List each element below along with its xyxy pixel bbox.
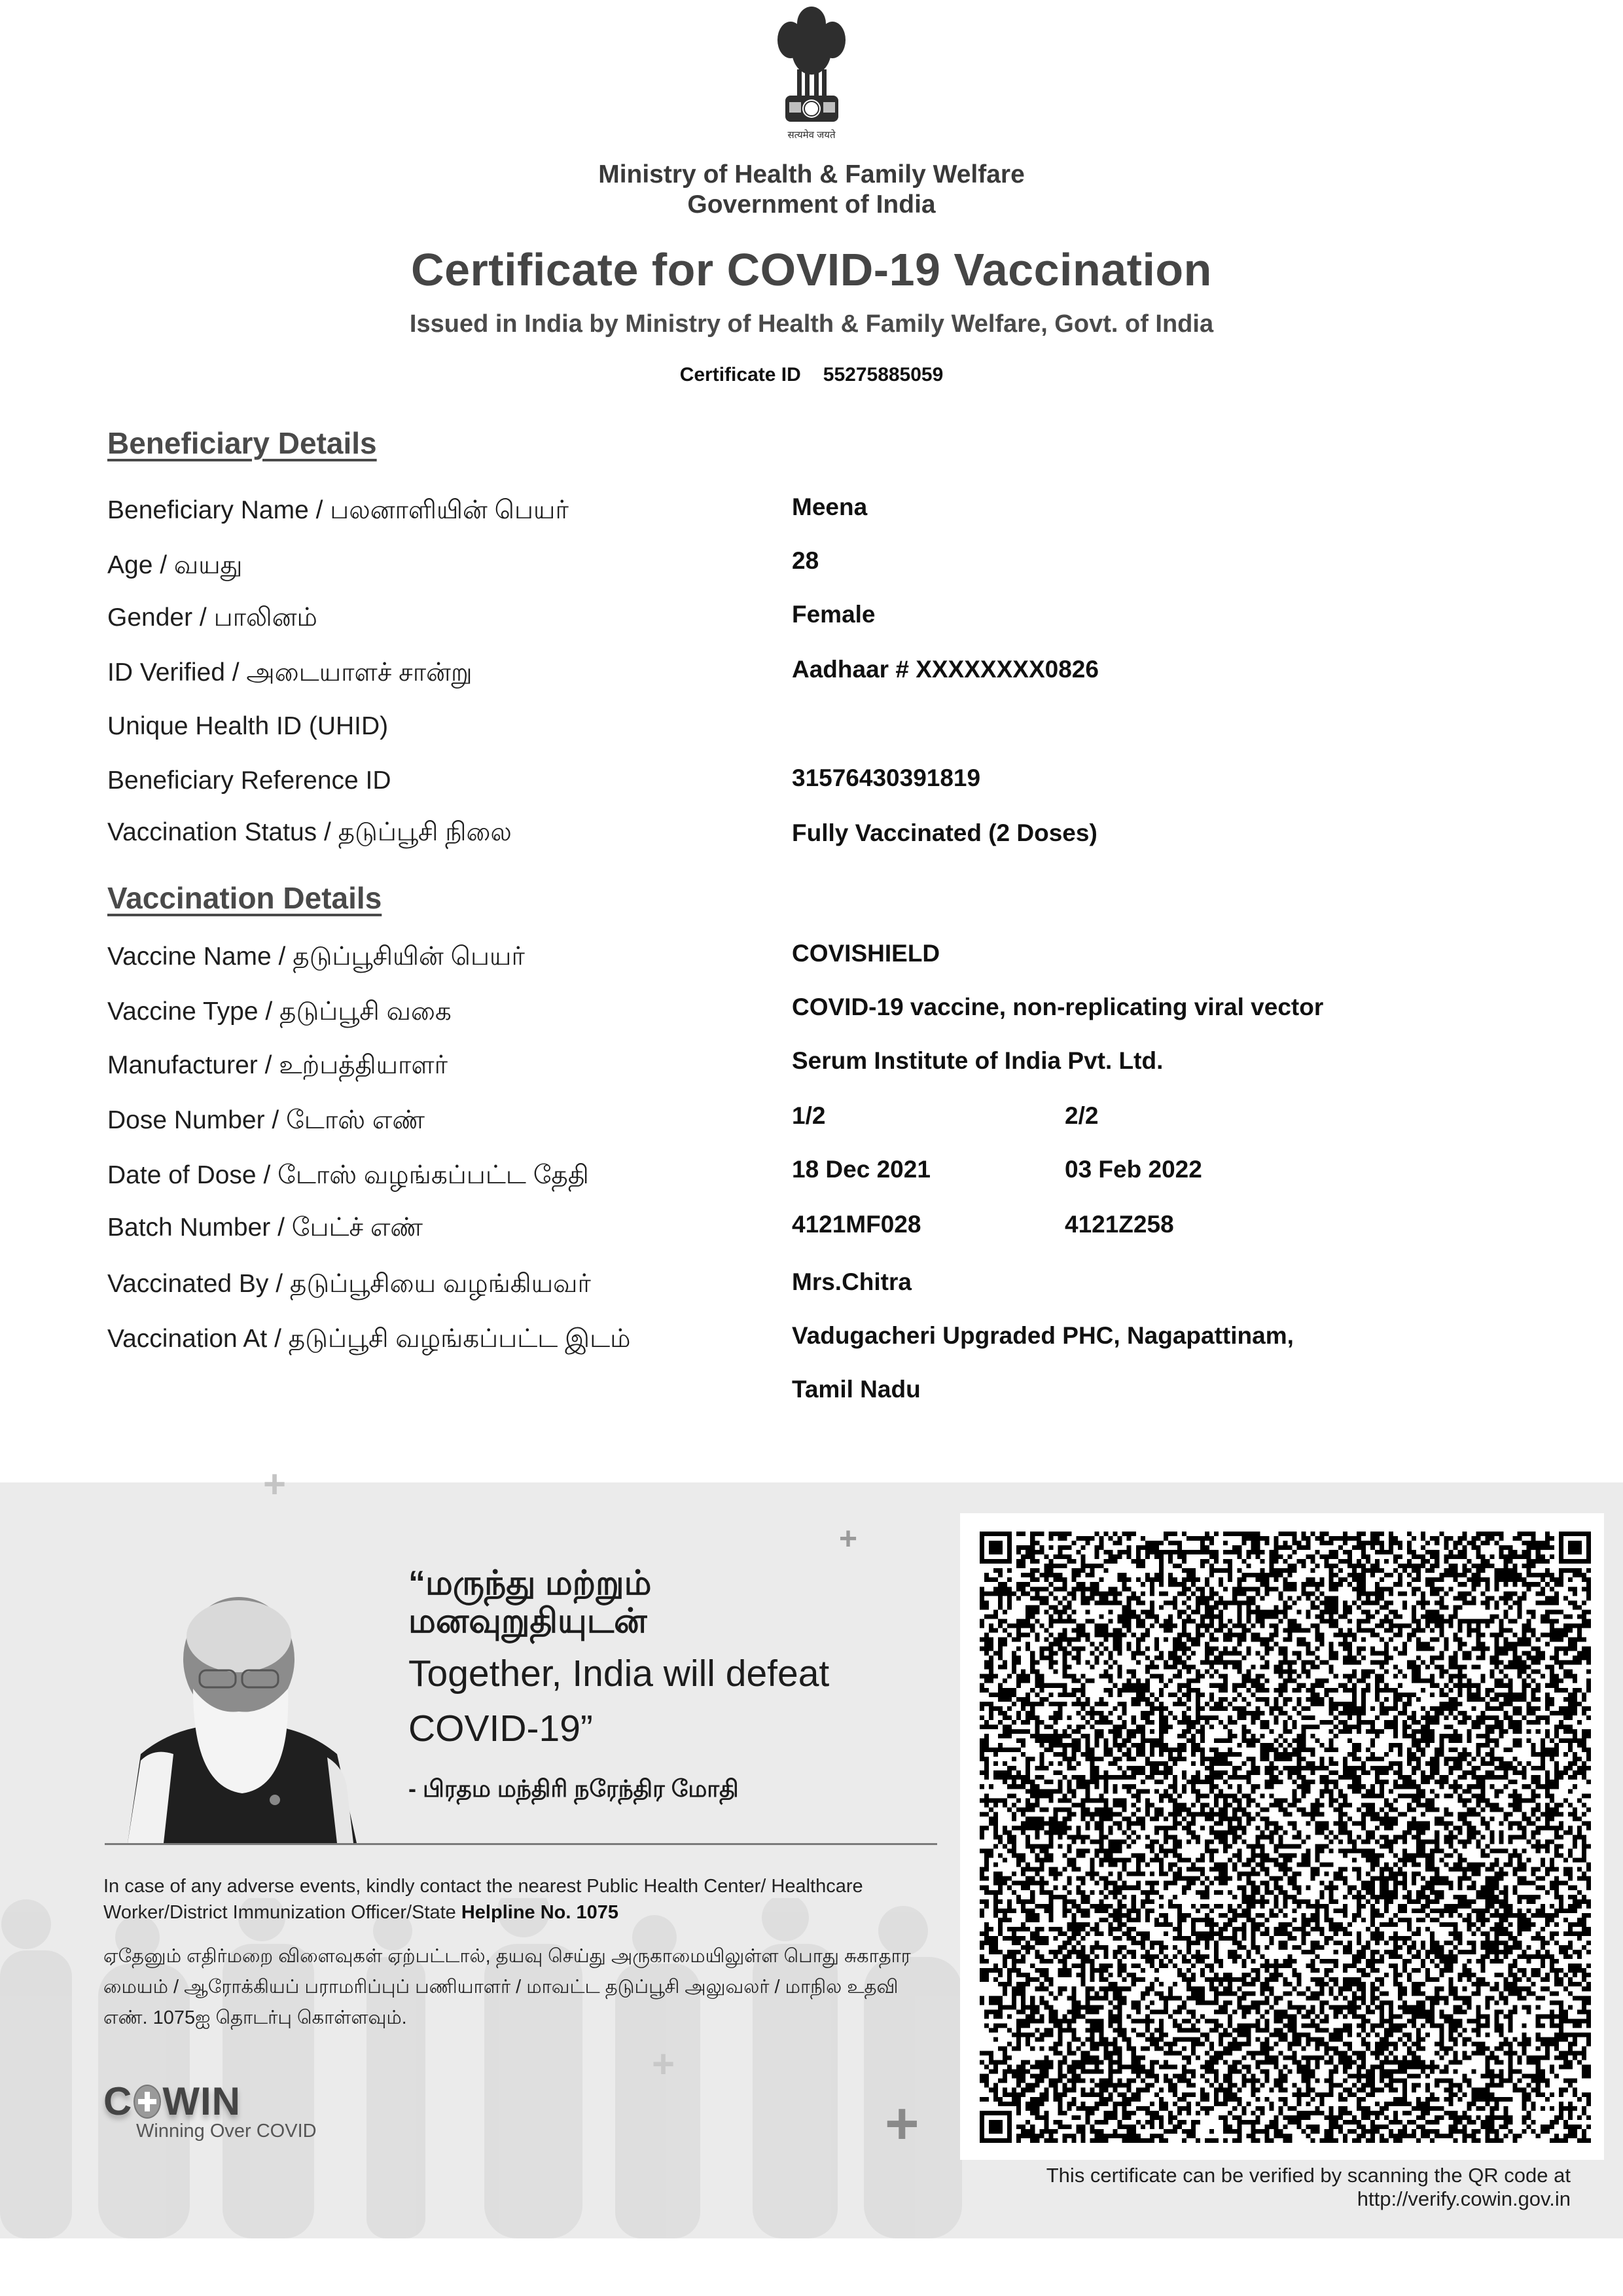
adverse-events-text: In case of any adverse events, kindly contact the nearest Public Health Center/ Healthcare Worker/District Immunization Officer/State — [103, 1876, 863, 1923]
vaccination-status-label: Vaccination Status / தடுப்பூசி நிலை — [107, 818, 512, 846]
prime-minister-portrait — [101, 1590, 376, 1843]
age-label: Age / வயது — [107, 551, 243, 579]
quote-tamil-line1: “மருந்து மற்றும் — [408, 1564, 652, 1602]
medical-cross-icon — [134, 2085, 161, 2119]
gender-value: Female — [792, 601, 876, 628]
certificate-id-value: 55275885059 — [823, 364, 944, 386]
dose-date-value-1: 18 Dec 2021 — [792, 1156, 931, 1183]
age-value: 28 — [792, 547, 819, 574]
national-emblem-icon — [771, 4, 853, 141]
qr-code[interactable] — [978, 1532, 1592, 2143]
quote-english-line2: COVID-19” — [408, 1708, 593, 1749]
certificate-subtitle: Issued in India by Ministry of Health & Family Welfare, Govt. of India — [409, 310, 1214, 338]
id-verified-value: Aadhaar # XXXXXXXX0826 — [792, 656, 1099, 683]
government-name: Government of India — [687, 190, 936, 219]
vaccine-type-value: COVID-19 vaccine, non-replicating viral vector — [792, 994, 1324, 1020]
plus-decoration-icon: + — [885, 2091, 919, 2157]
ministry-name: Ministry of Health & Family Welfare — [598, 160, 1025, 188]
vaccine-name-label: Vaccine Name / தடுப்பூசியின் பெயர் — [107, 942, 525, 971]
cowin-tagline: Winning Over COVID — [136, 2121, 317, 2142]
vaccine-name-value: COVISHIELD — [792, 940, 940, 967]
batch-number-value-2: 4121Z258 — [1065, 1211, 1174, 1238]
adverse-events-english — [103, 1873, 948, 1926]
vaccine-type-label: Vaccine Type / தடுப்பூசி வகை — [107, 997, 452, 1026]
manufacturer-label: Manufacturer / உற்பத்தியாளர் — [107, 1051, 448, 1079]
beneficiary-name-value: Meena — [792, 493, 868, 520]
vaccinated-by-value: Mrs.Chitra — [792, 1268, 912, 1295]
reference-id-value: 31576430391819 — [792, 764, 981, 791]
vaccination-details-heading: Vaccination Details — [107, 881, 382, 915]
verification-url[interactable]: http://verify.cowin.gov.in — [1357, 2187, 1571, 2210]
cowin-logo-win: WIN — [162, 2079, 241, 2123]
certificate-id-label: Certificate ID — [679, 364, 801, 386]
batch-number-value-1: 4121MF028 — [792, 1211, 921, 1238]
vaccination-at-value: Vadugacheri Upgraded PHC, Nagapattinam, — [792, 1322, 1294, 1349]
vaccinated-by-label: Vaccinated By / தடுப்பூசியை வழங்கியவர் — [107, 1270, 591, 1298]
helpline-number: Helpline No. 1075 — [461, 1902, 619, 1923]
vaccination-at-value-line2: Tamil Nadu — [792, 1376, 921, 1403]
dose-number-value-1: 1/2 — [792, 1102, 826, 1129]
verification-note — [982, 2164, 1571, 2211]
vaccination-status-value: Fully Vaccinated (2 Doses) — [792, 819, 1097, 846]
quote-tamil-line2: மனவுறுதியுடன் — [408, 1602, 647, 1640]
plus-decoration-icon: + — [839, 1522, 858, 1556]
dose-number-value-2: 2/2 — [1065, 1102, 1099, 1129]
quote-english-line1: Together, India will defeat — [408, 1653, 830, 1695]
quote-divider — [105, 1843, 937, 1845]
cowin-logo — [103, 2079, 241, 2124]
certificate-id — [0, 364, 1623, 386]
batch-number-label: Batch Number / பேட்ச் எண் — [107, 1213, 423, 1242]
dose-date-value-2: 03 Feb 2022 — [1065, 1156, 1202, 1183]
quote-attribution: - பிரதம மந்திரி நரேந்திர மோதி — [408, 1775, 739, 1802]
plus-decoration-icon: + — [652, 2042, 675, 2086]
uhid-label: Unique Health ID (UHID) — [107, 712, 389, 740]
plus-decoration-icon: + — [263, 1462, 287, 1506]
emblem-motto: सत्यमेव जयते — [787, 130, 836, 141]
dose-number-label: Dose Number / டோஸ் எண் — [107, 1106, 425, 1134]
reference-id-label: Beneficiary Reference ID — [107, 766, 391, 795]
adverse-events-tamil: ஏதேனும் எதிர்மறை விளைவுகள் ஏற்பட்டால், தயவு செய்து அருகாமையிலுள்ள பொது சுகாதார மையம் / ஆரோக்கியப் பராமரிப்புப் பணியாளர் / மாவட்ட தடுப்பூசி அலுவலர் / மாநில உதவி எண். 1075ஐ தொடர்பு கொள்ளவும். — [103, 1946, 911, 2028]
gender-label: Gender / பாலினம் — [107, 603, 317, 632]
quote-english — [408, 1646, 829, 1756]
quote-tamil — [408, 1564, 652, 1640]
certificate-title: Certificate for COVID-19 Vaccination — [411, 244, 1212, 295]
vaccination-at-label: Vaccination At / தடுப்பூசி வழங்கப்பட்ட இடம் — [107, 1325, 631, 1353]
verification-text: This certificate can be verified by scanning the QR code at — [1046, 2164, 1571, 2187]
beneficiary-details-heading: Beneficiary Details — [107, 426, 377, 460]
id-verified-label: ID Verified / அடையாளச் சான்று — [107, 658, 473, 687]
manufacturer-value: Serum Institute of India Pvt. Ltd. — [792, 1047, 1164, 1074]
dose-date-label: Date of Dose / டோஸ் வழங்கப்பட்ட தேதி — [107, 1161, 589, 1189]
cowin-logo-c: C — [103, 2079, 133, 2123]
beneficiary-name-label: Beneficiary Name / பலனாளியின் பெயர் — [107, 496, 569, 524]
